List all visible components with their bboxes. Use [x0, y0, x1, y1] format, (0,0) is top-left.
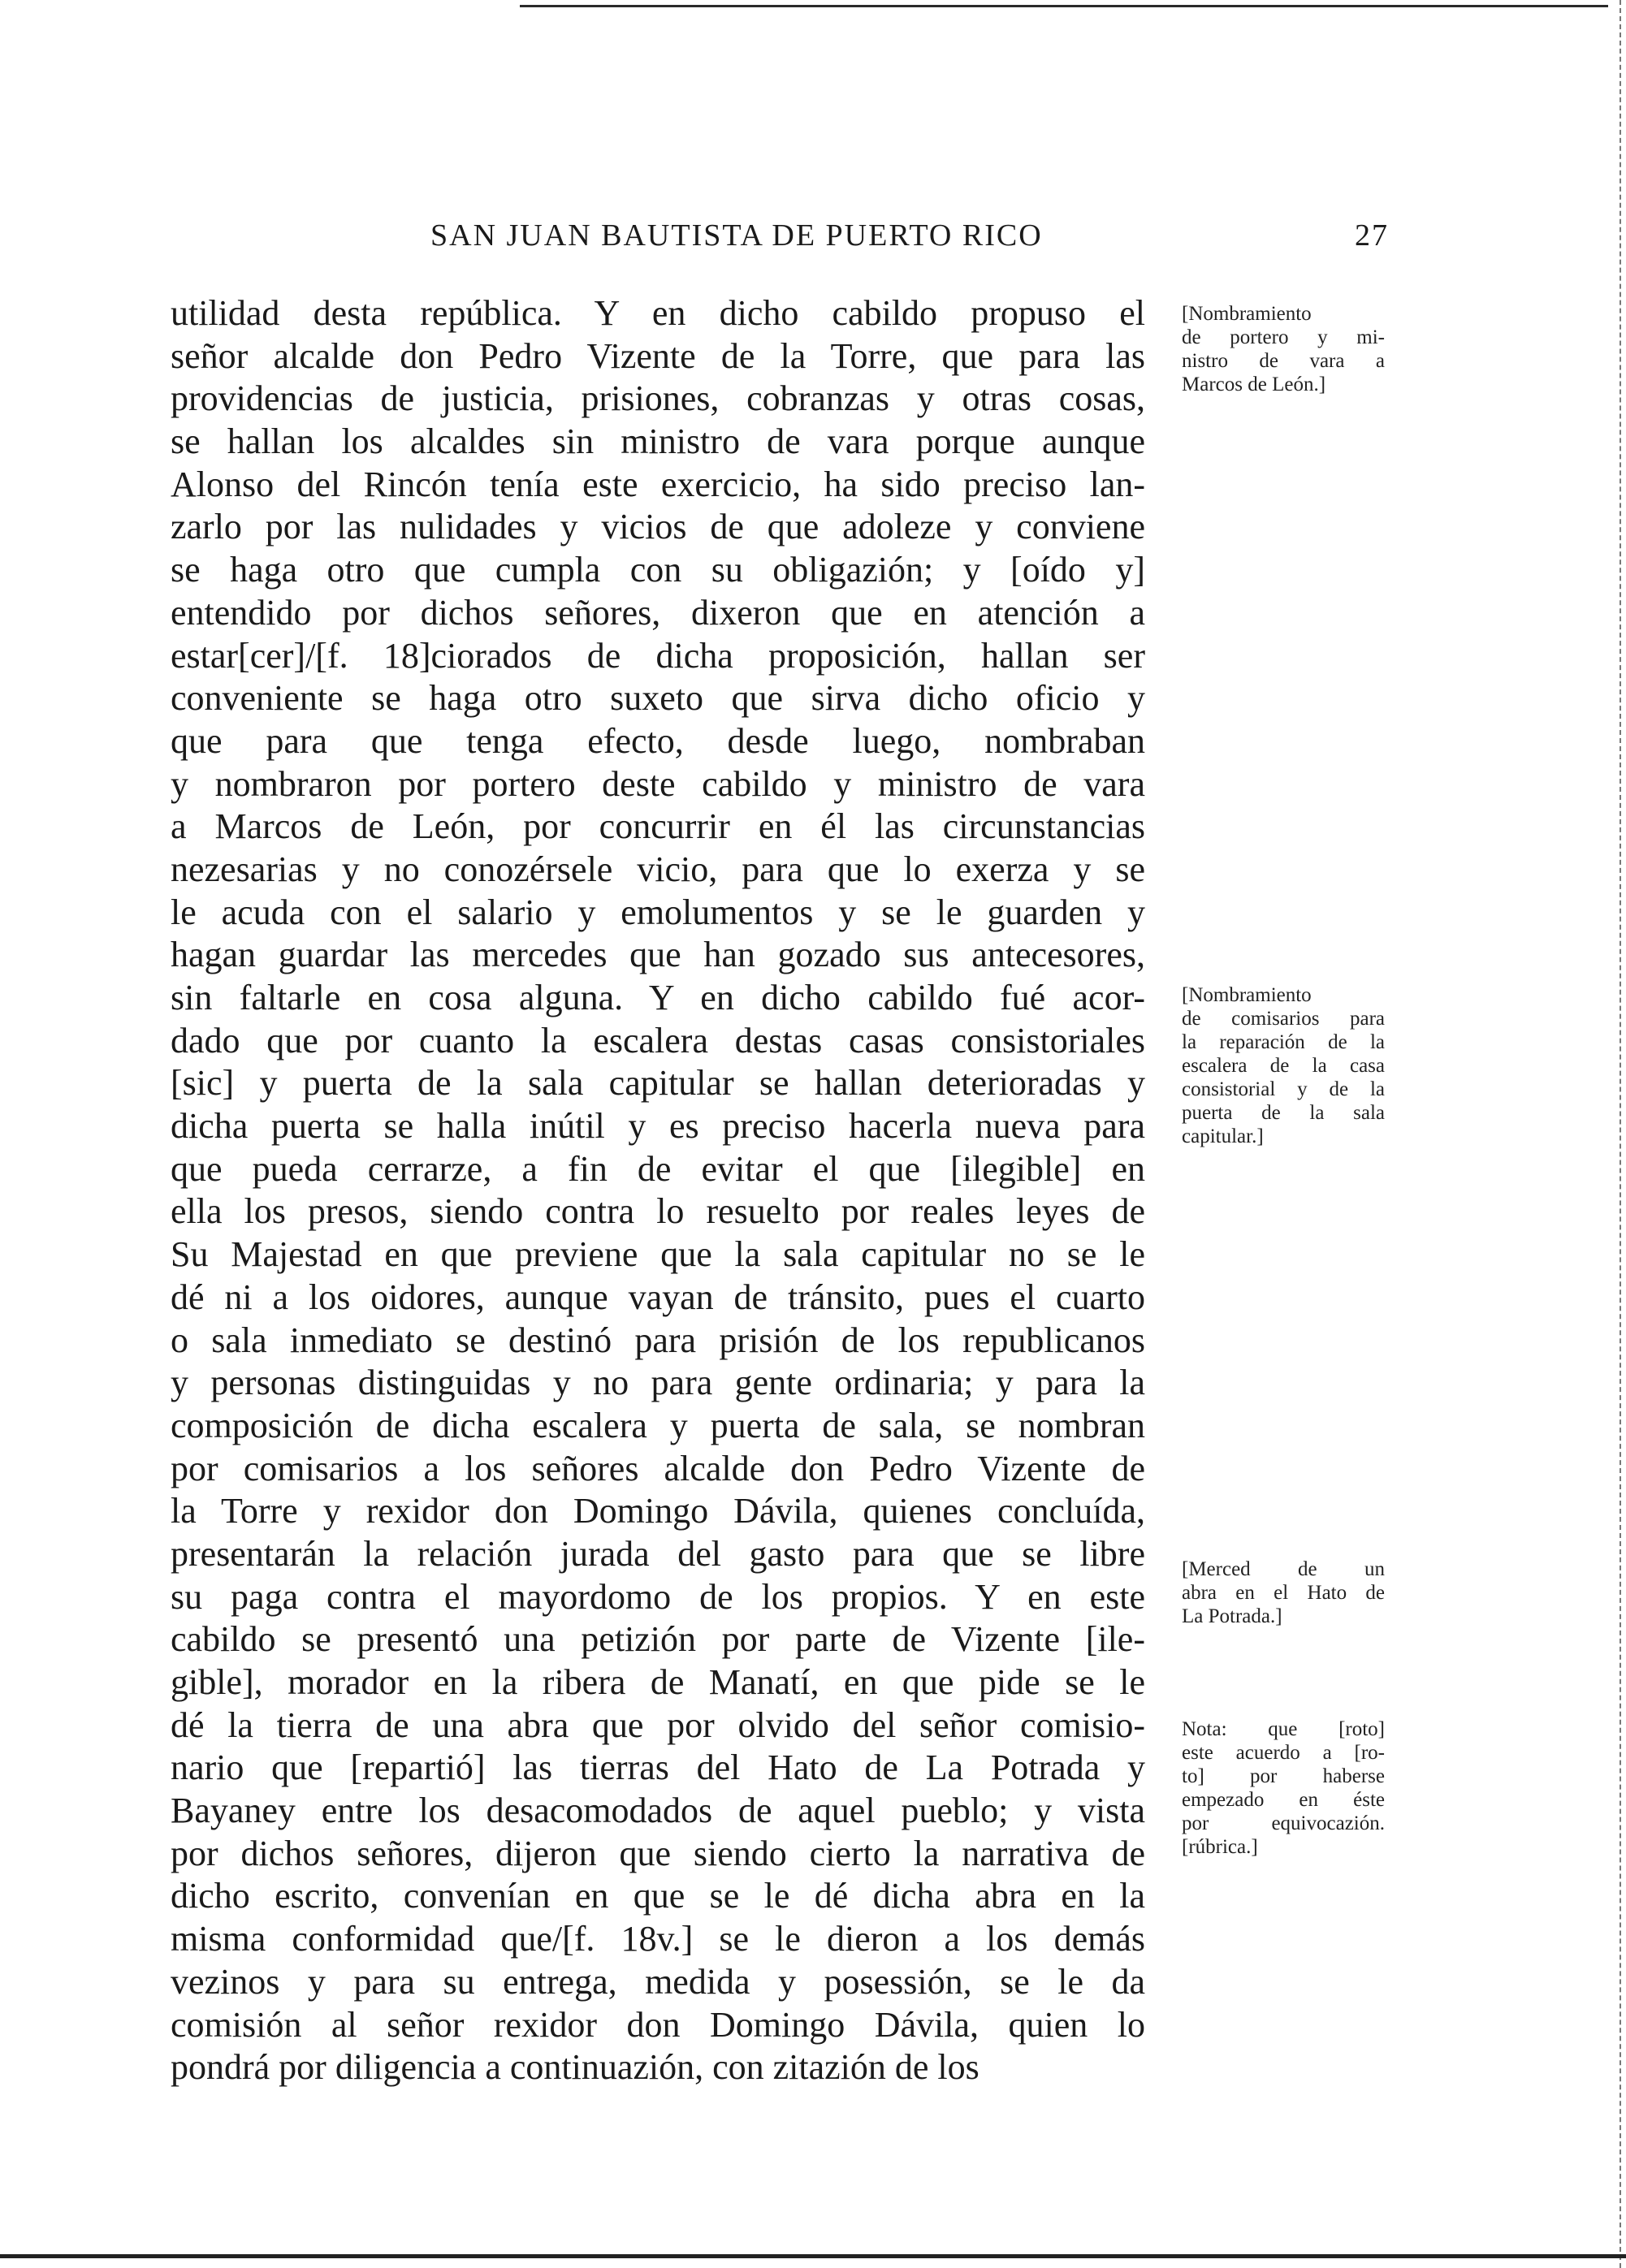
body-line: estar[cer]/[f. 18]ciorados de dicha proposición, hallan ser — [171, 635, 1145, 676]
body-line: utilidad desta república. Y en dicho cabildo propuso el — [171, 293, 1145, 333]
margin-note-merced-abra — [1182, 1557, 1385, 1628]
body-line: composición de dicha escalera y puerta de sala, se nombran — [171, 1405, 1145, 1445]
body-line: que pueda cerrarze, a fin de evitar el que [ilegible] en — [171, 1148, 1145, 1189]
body-line: nario que [repartió] las tierras del Hato de La Potrada y — [171, 1747, 1145, 1788]
body-line: dicho escrito, convenían en que se le dé dicha abra en la — [171, 1876, 1145, 1916]
body-line: pondrá por diligencia a continuazión, con zitazión de los — [171, 2047, 979, 2088]
margin-note-line: Nota: que [roto] — [1182, 1718, 1385, 1740]
body-line: le acuda con el salario y emolumentos y se le guarden y — [171, 892, 1145, 932]
margin-note-nombramiento-comisarios — [1182, 983, 1385, 1148]
running-header — [430, 218, 1389, 266]
margin-note-line: Marcos de León.] — [1182, 374, 1326, 395]
body-line: nezesarias y no conozérsele vicio, para que lo exerza y se — [171, 849, 1145, 889]
body-text — [171, 292, 1145, 2089]
body-line: [sic] y puerta de la sala capitular se hallan deterioradas y — [171, 1063, 1145, 1104]
body-line: dicha puerta se halla inútil y es preciso hacerla nueva para — [171, 1106, 1145, 1147]
margin-note-line: [Nombramiento — [1182, 303, 1312, 325]
body-line: la Torre y rexidor don Domingo Dávila, quienes concluída, — [171, 1491, 1145, 1531]
margin-note-line: escalera de la casa — [1182, 1055, 1385, 1077]
body-line: sin faltarle en cosa alguna. Y en dicho cabildo fué acor- — [171, 978, 1145, 1017]
body-line: misma conformidad que/[f. 18v.] se le dieron a los demás — [171, 1919, 1145, 1959]
margin-note-line: este acuerdo a [ro- — [1182, 1742, 1385, 1764]
body-line: que para que tenga efecto, desde luego, nombraban — [171, 720, 1145, 761]
running-title: SAN JUAN BAUTISTA DE PUERTO RICO — [430, 218, 1043, 253]
body-line: entendido por dichos señores, dixeron que en atención a — [171, 592, 1145, 633]
body-line: zarlo por las nulidades y vicios de que adoleze y conviene — [171, 507, 1145, 547]
margin-note-line: [Nombramiento — [1182, 984, 1312, 1006]
scan-edge-bottom — [0, 2254, 1626, 2258]
margin-note-line: la reparación de la — [1182, 1031, 1385, 1053]
margin-note-line: puerta de la sala — [1182, 1102, 1385, 1124]
body-line: por dichos señores, dijeron que siendo cierto la narrativa de — [171, 1833, 1145, 1873]
margin-note-line: La Potrada.] — [1182, 1605, 1282, 1627]
body-line: a Marcos de León, por concurrir en él las circunstancias — [171, 806, 1145, 847]
body-line: su paga contra el mayordomo de los propios. Y en este — [171, 1576, 1145, 1617]
body-line: cabildo se presentó una petizión por parte de Vizente [ile- — [171, 1619, 1145, 1660]
scan-edge-right — [1620, 0, 1621, 2268]
margin-note-line: [Merced de un — [1182, 1558, 1385, 1580]
body-line: dado que por cuanto la escalera destas casas consistoriales — [171, 1020, 1145, 1061]
body-line: se hallan los alcaldes sin ministro de vara porque aunque — [171, 421, 1145, 462]
body-line: señor alcalde don Pedro Vizente de la Torre, que para las — [171, 335, 1145, 376]
margin-note-nombramiento-portero — [1182, 302, 1385, 396]
margin-note-line: consistorial y de la — [1182, 1078, 1385, 1100]
body-line: comisión al señor rexidor don Domingo Dávila, quien lo — [171, 2004, 1145, 2045]
body-line: hagan guardar las mercedes que han gozado sus antecesores, — [171, 935, 1145, 975]
body-line: dé ni a los oidores, aunque vayan de tránsito, pues el cuarto — [171, 1277, 1145, 1317]
margin-note-line: empezado en éste — [1182, 1789, 1385, 1811]
body-line: dé la tierra de una abra que por olvido del señor comisio- — [171, 1704, 1145, 1745]
body-line: Bayaney entre los desacomodados de aquel pueblo; y vista — [171, 1791, 1145, 1831]
margin-note-line: por equivocazión. — [1182, 1812, 1385, 1834]
body-line: conveniente se haga otro suxeto que sirva dicho oficio y — [171, 678, 1145, 719]
page-number: 27 — [1355, 218, 1389, 253]
body-line: ella los presos, siendo contra lo resuelto por reales leyes de — [171, 1191, 1145, 1232]
margin-note-line: de portero y mi- — [1182, 326, 1385, 348]
body-line: vezinos y para su entrega, medida y posessión, se le da — [171, 1961, 1145, 2002]
margin-note-line: to] por haberse — [1182, 1765, 1385, 1787]
margin-note-nota-rubrica — [1182, 1717, 1385, 1859]
scan-edge-top — [520, 5, 1608, 7]
body-line: gible], morador en la ribera de Manatí, en que pide se le — [171, 1662, 1145, 1702]
body-line: y nombraron por portero deste cabildo y ministro de vara — [171, 763, 1145, 804]
body-line: presentarán la relación jurada del gasto para que se libre — [171, 1533, 1145, 1574]
body-line: providencias de justicia, prisiones, cobranzas y otras cosas, — [171, 378, 1145, 419]
body-line: por comisarios a los señores alcalde don Pedro Vizente de — [171, 1448, 1145, 1488]
margin-note-line: de comisarios para — [1182, 1008, 1385, 1030]
margin-note-line: nistro de vara a — [1182, 350, 1385, 372]
margin-note-line: capitular.] — [1182, 1125, 1264, 1147]
body-line: se haga otro que cumpla con su obligazión; y [oído y] — [171, 550, 1145, 590]
margin-note-line: abra en el Hato de — [1182, 1582, 1385, 1604]
margin-note-line: [rúbrica.] — [1182, 1836, 1258, 1858]
body-line: Su Majestad en que previene que la sala capitular no se le — [171, 1234, 1145, 1275]
body-line: Alonso del Rincón tenía este exercicio, ha sido preciso lan- — [171, 464, 1145, 504]
body-line: y personas distinguidas y no para gente ordinaria; y para la — [171, 1363, 1145, 1403]
body-line: o sala inmediato se destinó para prisión de los republicanos — [171, 1320, 1145, 1360]
